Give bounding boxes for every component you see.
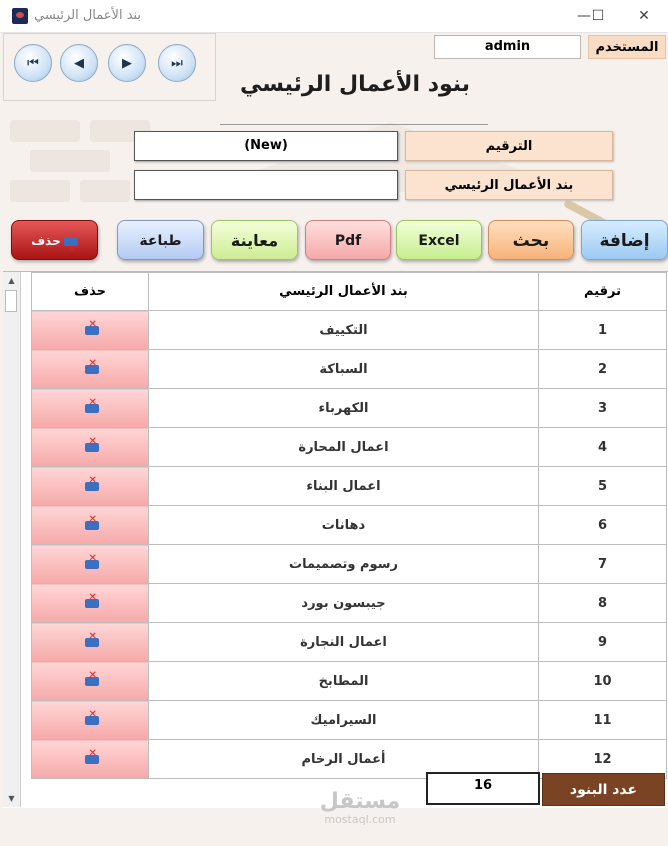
delete-row-icon [85, 326, 99, 335]
row-item-cell[interactable]: السباكة [149, 350, 539, 389]
item-field[interactable] [134, 170, 398, 200]
delete-row-icon [85, 677, 99, 686]
delete-row-icon [85, 560, 99, 569]
delete-row-icon [85, 638, 99, 647]
maximize-button[interactable]: ☐ [591, 8, 605, 24]
next-record-button[interactable]: ▶ [108, 44, 146, 82]
table-row[interactable] [32, 467, 667, 506]
minimize-button[interactable]: — [577, 8, 591, 24]
delete-row-icon [85, 755, 99, 764]
table-header-row [32, 273, 667, 311]
table-row[interactable] [32, 584, 667, 623]
number-label: الترقيم [405, 131, 613, 161]
row-item-cell[interactable]: المطابخ [149, 662, 539, 701]
scroll-thumb[interactable] [5, 290, 17, 312]
items-count-label: عدد البنود [542, 773, 665, 806]
delete-row-icon [85, 404, 99, 413]
row-item-cell[interactable]: دهانات [149, 506, 539, 545]
print-button[interactable]: طباعة [117, 220, 204, 260]
items-table [31, 272, 667, 779]
row-item-cell[interactable]: الكهرباء [149, 389, 539, 428]
delete-row-icon [85, 716, 99, 725]
row-number-cell[interactable]: 3 [539, 389, 667, 428]
delete-icon [64, 237, 78, 246]
delete-row-icon [85, 599, 99, 608]
table-row[interactable] [32, 506, 667, 545]
row-number-cell[interactable]: 1 [539, 311, 667, 350]
header-number[interactable]: ترقيم [539, 273, 667, 311]
export-excel-button[interactable]: Excel [396, 220, 482, 260]
row-number-cell[interactable]: 4 [539, 428, 667, 467]
table-row[interactable] [32, 701, 667, 740]
delete-row-icon [85, 365, 99, 374]
row-delete-button[interactable] [32, 428, 149, 467]
row-delete-button[interactable] [32, 311, 149, 350]
record-navigator [3, 33, 216, 101]
delete-row-icon [85, 521, 99, 530]
row-delete-button[interactable] [32, 623, 149, 662]
title-divider [220, 124, 488, 125]
delete-row-icon [85, 482, 99, 491]
row-delete-button[interactable] [32, 584, 149, 623]
table-row[interactable] [32, 662, 667, 701]
row-item-cell[interactable]: رسوم وتصميمات [149, 545, 539, 584]
add-button[interactable]: إضافة [581, 220, 668, 260]
row-item-cell[interactable]: جيبسون بورد [149, 584, 539, 623]
header-item[interactable]: بند الأعمال الرئيسي [149, 273, 539, 311]
page-title: بنود الأعمال الرئيسي [239, 72, 471, 97]
watermark-latin: mostaql.com [324, 813, 396, 826]
scroll-down-icon[interactable]: ▼ [8, 794, 15, 803]
delete-button-label: حذف [31, 234, 61, 248]
row-number-cell[interactable]: 10 [539, 662, 667, 701]
number-field[interactable]: (New) [134, 131, 398, 161]
header-delete[interactable]: حذف [32, 273, 149, 311]
export-pdf-button[interactable]: Pdf [305, 220, 391, 260]
user-label: المستخدم [588, 35, 666, 59]
row-item-cell[interactable]: اعمال البناء [149, 467, 539, 506]
delete-row-icon [85, 443, 99, 452]
table-row[interactable] [32, 350, 667, 389]
search-button[interactable]: بحث [488, 220, 574, 260]
grid-scrollbar[interactable] [3, 272, 21, 807]
row-number-cell[interactable]: 7 [539, 545, 667, 584]
row-delete-button[interactable] [32, 506, 149, 545]
row-number-cell[interactable]: 12 [539, 740, 667, 779]
previous-record-button[interactable]: ◀ [60, 44, 98, 82]
row-item-cell[interactable]: التكييف [149, 311, 539, 350]
row-delete-button[interactable] [32, 350, 149, 389]
window-title: بند الأعمال الرئيسي [34, 8, 142, 23]
row-delete-button[interactable] [32, 701, 149, 740]
title-bar [0, 0, 668, 33]
row-number-cell[interactable]: 8 [539, 584, 667, 623]
item-label: بند الأعمال الرئيسي [405, 170, 613, 200]
row-item-cell[interactable]: السيراميك [149, 701, 539, 740]
row-delete-button[interactable] [32, 389, 149, 428]
watermark-arabic: مستقل [319, 789, 401, 814]
row-delete-button[interactable] [32, 662, 149, 701]
close-button[interactable]: ✕ [638, 8, 650, 24]
row-item-cell[interactable]: اعمال المحارة [149, 428, 539, 467]
row-number-cell[interactable]: 11 [539, 701, 667, 740]
row-delete-button[interactable] [32, 467, 149, 506]
table-row[interactable] [32, 428, 667, 467]
row-item-cell[interactable]: أعمال الرخام [149, 740, 539, 779]
table-row[interactable] [32, 545, 667, 584]
table-row[interactable] [32, 389, 667, 428]
delete-button[interactable] [11, 220, 98, 260]
scroll-up-icon[interactable]: ▲ [8, 276, 15, 285]
row-item-cell[interactable]: اعمال النجارة [149, 623, 539, 662]
row-number-cell[interactable]: 2 [539, 350, 667, 389]
table-row[interactable] [32, 623, 667, 662]
last-record-button[interactable]: ⏭ [158, 44, 196, 82]
row-number-cell[interactable]: 9 [539, 623, 667, 662]
row-number-cell[interactable]: 6 [539, 506, 667, 545]
app-logo-icon [12, 8, 28, 24]
first-record-button[interactable]: ⏮ [14, 44, 52, 82]
items-count-value: 16 [426, 772, 540, 805]
watermark-logo [310, 790, 410, 826]
user-value: admin [434, 35, 581, 59]
row-delete-button[interactable] [32, 740, 149, 779]
preview-button[interactable]: معاينة [211, 220, 298, 260]
table-row[interactable] [32, 311, 667, 350]
row-delete-button[interactable] [32, 545, 149, 584]
row-number-cell[interactable]: 5 [539, 467, 667, 506]
